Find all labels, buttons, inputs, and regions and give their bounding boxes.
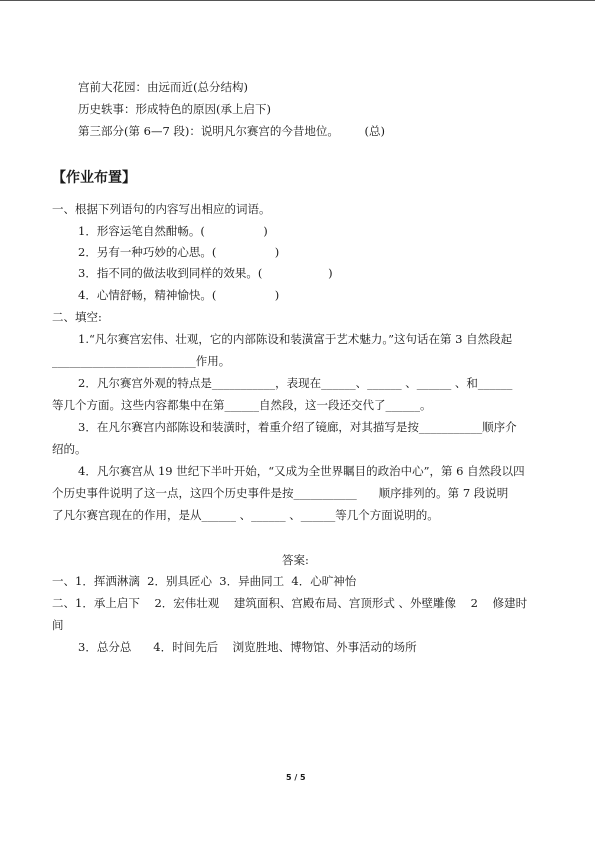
section2-q4-line3: 了凡尔赛宫现在的作用，是从______ 、______ 、______等几个方面说明的。 [52,508,439,522]
answers-line-2: 二、1．承上启下 2．宏伟壮观 建筑面积、宫殿布局、宫顶形式 、外壁雕像 2 修建时 [52,596,528,610]
page-number: 5 / 5 [286,773,306,782]
section1-item-2: 2．另有一种巧妙的心思。( ) [78,245,280,259]
section2-q4-line2: 个历史事件说明了这一点，这四个历史事件是按___________ 顺序排列的。第 7 段说明 [52,486,509,500]
answers-line-4: 3．总分总 4．时间先后 浏览胜地、博物馆、外事活动的场所 [78,640,417,654]
section2-q3-line2: 绍的。 [52,442,87,456]
answers-line-3: 间 [52,618,64,632]
answers-title: 答案: [282,553,309,567]
homework-heading: 【作业布置】 [52,170,136,186]
section2-q2-line2: 等几个方面。这些内容都集中在第______自然段，这一段还交代了______。 [52,398,432,412]
section2-title: 二、填空: [52,310,102,324]
section1-item-4: 4．心情舒畅，精神愉快。( ) [78,288,280,302]
section1-item-3: 3．指不同的做法收到同样的效果。( ) [78,266,333,280]
section2-q4-line1: 4．凡尔赛宫从 19 世纪下半叶开始，“又成为全世界瞩目的政治中心”，第 6 自然段以四 [78,464,525,478]
section2-q3-line1: 3．在凡尔赛宫内部陈设和装潢时，着重介绍了镜廊，对其描写是按___________顺序介 [78,420,517,434]
section1-item-1: 1．形容运笔自然酣畅。( ) [78,224,268,238]
summary-line-1: 宫前大花园：由远而近(总分结构) [78,80,248,94]
page-top-border [0,0,595,1]
section2-q1-line2: _________________________作用。 [52,354,231,368]
summary-line-3: 第三部分(第 6—7 段)：说明凡尔赛宫的今昔地位。 (总) [78,124,385,138]
section2-q1-line1: 1.“凡尔赛宫宏伟、壮观，它的内部陈设和装潢富于艺术魅力。”这句话在第 3 自然段起 [78,332,513,346]
answers-line-1: 一、1．挥洒淋漓 2．别具匠心 3．异曲同工 4．心旷神怡 [52,574,357,588]
section1-title: 一、根据下列语句的内容写出相应的词语。 [52,202,271,216]
summary-line-2: 历史轶事：形成特色的原因(承上启下) [78,102,271,116]
section2-q2-line1: 2．凡尔赛宫外观的特点是___________，表现在______、______ 、______ 、和______ [78,376,513,390]
